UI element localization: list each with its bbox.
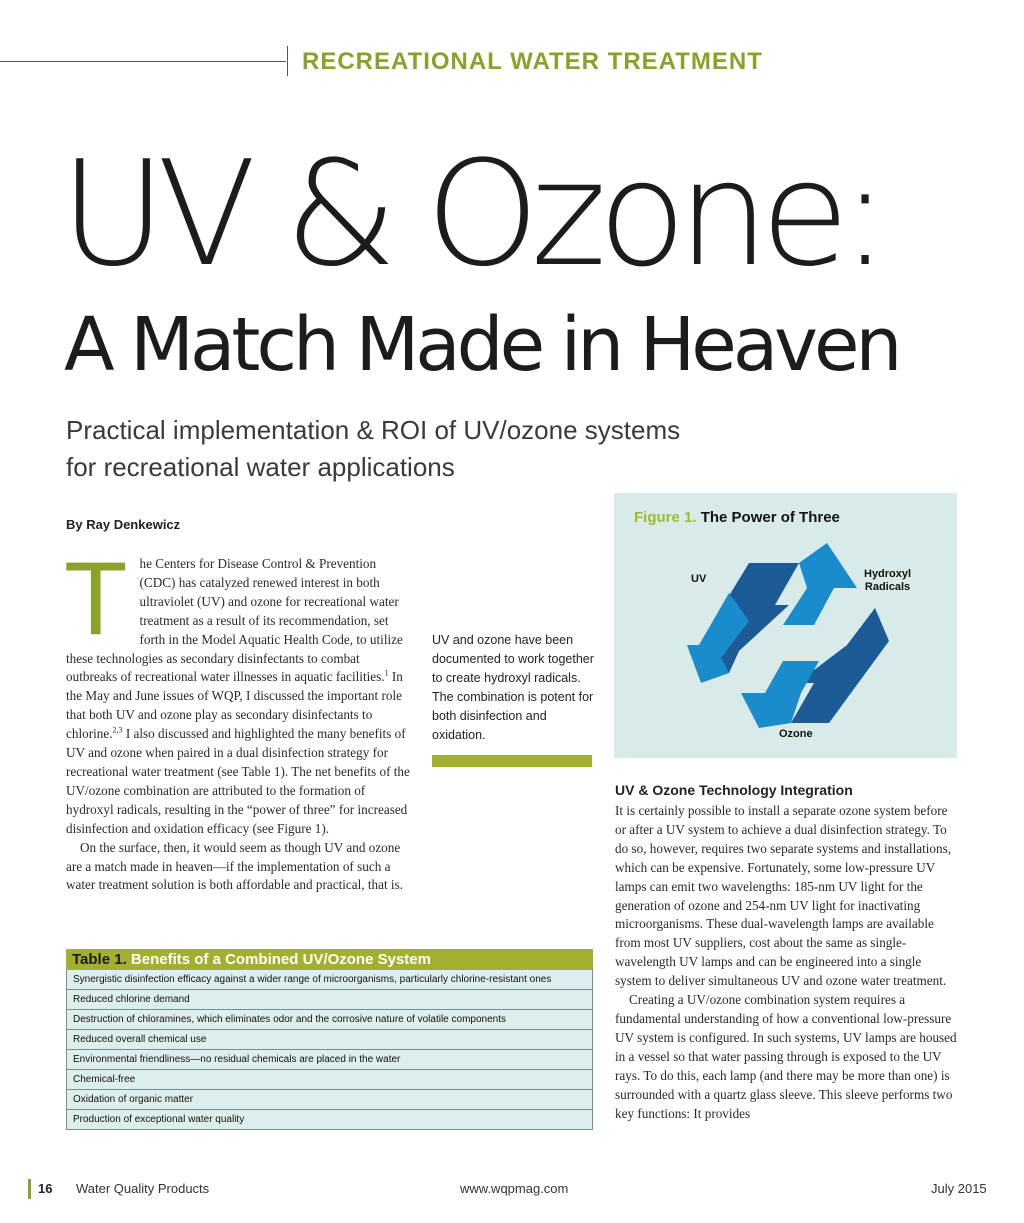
table-row: Reduced chlorine demand bbox=[66, 990, 593, 1010]
table-row: Destruction of chloramines, which eliminates odor and the corrosive nature of volatile components bbox=[66, 1010, 593, 1030]
paragraph-1-text-a: he Centers for Disease Control & Prevention (CDC) has catalyzed renewed interest in both ultraviolet (UV) and ozone for recreational water treatment as a result of its recommendation, set forth in the Model Aquatic Health Code, to utilize these technologies as secondary disinfectants to combat outbreaks of recreational water illnesses in aquatic facilities. bbox=[66, 556, 403, 685]
publication-name: Water Quality Products bbox=[76, 1181, 210, 1196]
issue-date: July 2015 bbox=[931, 1181, 987, 1196]
table-row: Production of exceptional water quality bbox=[66, 1110, 593, 1130]
byline: By Ray Denkewicz bbox=[66, 517, 181, 532]
table-1 bbox=[66, 949, 593, 1130]
table-header bbox=[66, 949, 593, 970]
label-uv: UV bbox=[691, 573, 707, 585]
footnote-ref: 1 bbox=[384, 669, 389, 679]
label-hydroxyl: Hydroxyl bbox=[864, 568, 912, 580]
footer-accent-bar bbox=[28, 1179, 31, 1199]
label-radicals: Radicals bbox=[864, 581, 911, 593]
table-row: Chemical-free bbox=[66, 1070, 593, 1090]
body-column-left bbox=[64, 541, 410, 895]
label-ozone: Ozone bbox=[779, 728, 813, 740]
page-number: 16 bbox=[38, 1181, 53, 1196]
paragraph-1-text-c: I also discussed and highlighted the many benefits of UV and ozone when paired in a dual disinfection strategy for recreational water treatment (see Table 1). The net benefits of the UV/ozone combination are attributed to the formation of hydroxyl radicals, resulting in the “power of three” for increased disinfection and oxidation efficacy (see Figure 1). bbox=[66, 726, 410, 836]
figure-label: Figure 1. bbox=[634, 509, 697, 526]
website-link[interactable]: www.wqpmag.com bbox=[460, 1181, 569, 1196]
figure-title bbox=[634, 509, 840, 526]
recycle-cycle-icon bbox=[679, 533, 899, 733]
paragraph-1-text-b: In the May and June issues of WQP, I discussed the important role that both UV and ozone play as secondary disinfectants to chlorine. bbox=[66, 669, 403, 742]
figure-1 bbox=[614, 493, 957, 758]
pull-quote-bar bbox=[432, 755, 592, 767]
header-rule bbox=[0, 61, 286, 62]
section-subheading: UV & Ozone Technology Integration bbox=[615, 782, 853, 798]
article-title-line2: A Match Made in Heaven bbox=[64, 302, 899, 388]
subtitle-line2: for recreational water applications bbox=[66, 452, 455, 482]
table-row: Reduced overall chemical use bbox=[66, 1030, 593, 1050]
table-row: Synergistic disinfection efficacy against a wider range of microorganisms, particularly chlorine-resistant ones bbox=[66, 970, 593, 990]
section-heading: RECREATIONAL WATER TREATMENT bbox=[302, 48, 763, 75]
table-row: Oxidation of organic matter bbox=[66, 1090, 593, 1110]
footnote-ref: 2,3 bbox=[112, 725, 123, 735]
paragraph-right-1: It is certainly possible to install a separate ozone system before or after a UV system to achieve a dual disinfection strategy. To do so, however, requires two separate systems and installations, which can be expensive. Fortunately, some low-pressure UV lamps can emit two wavelengths: 185-nm UV light for the generation of ozone and 254-nm UV light for inactivating microorganisms. These dual-wavelength lamps are available from most UV suppliers, cost about the same as single-wavelength UV lamps and can be engineered into a single system to deliver simultaneous UV and ozone water treatment. bbox=[615, 803, 952, 989]
article-title-line1: UV & Ozone: bbox=[60, 130, 881, 299]
paragraph-1 bbox=[64, 541, 410, 839]
header-divider bbox=[287, 46, 288, 76]
figure-name: The Power of Three bbox=[700, 509, 840, 526]
pull-quote: UV and ozone have been documented to work together to create hydroxyl radicals. The combination is potent for both disinfection and oxidation. bbox=[432, 633, 594, 742]
body-column-right bbox=[615, 802, 959, 1123]
paragraph-2: On the surface, then, it would seem as though UV and ozone are a match made in heaven—if the implementation of such a water treatment solution is both affordable and practical, that is. bbox=[66, 839, 404, 893]
paragraph-right-2: Creating a UV/ozone combination system requires a fundamental understanding of how a conventional low-pressure UV system is configured. In such systems, UV lamps are housed in a vessel so that water passing through is exposed to the UV rays. To do this, each lamp (and there may be more than one) is surrounded with a quartz glass sleeve. This sleeve performs two key functions: It provides bbox=[615, 992, 957, 1121]
table-label: Table 1. bbox=[72, 951, 127, 968]
drop-cap: T bbox=[64, 541, 128, 657]
table-title: Benefits of a Combined UV/Ozone System bbox=[130, 951, 431, 968]
article-subtitle bbox=[66, 412, 766, 486]
table-row: Environmental friendliness—no residual chemicals are placed in the water bbox=[66, 1050, 593, 1070]
subtitle-line1: Practical implementation & ROI of UV/ozone systems bbox=[66, 415, 681, 445]
label-hydroxyl-radicals bbox=[864, 568, 911, 594]
